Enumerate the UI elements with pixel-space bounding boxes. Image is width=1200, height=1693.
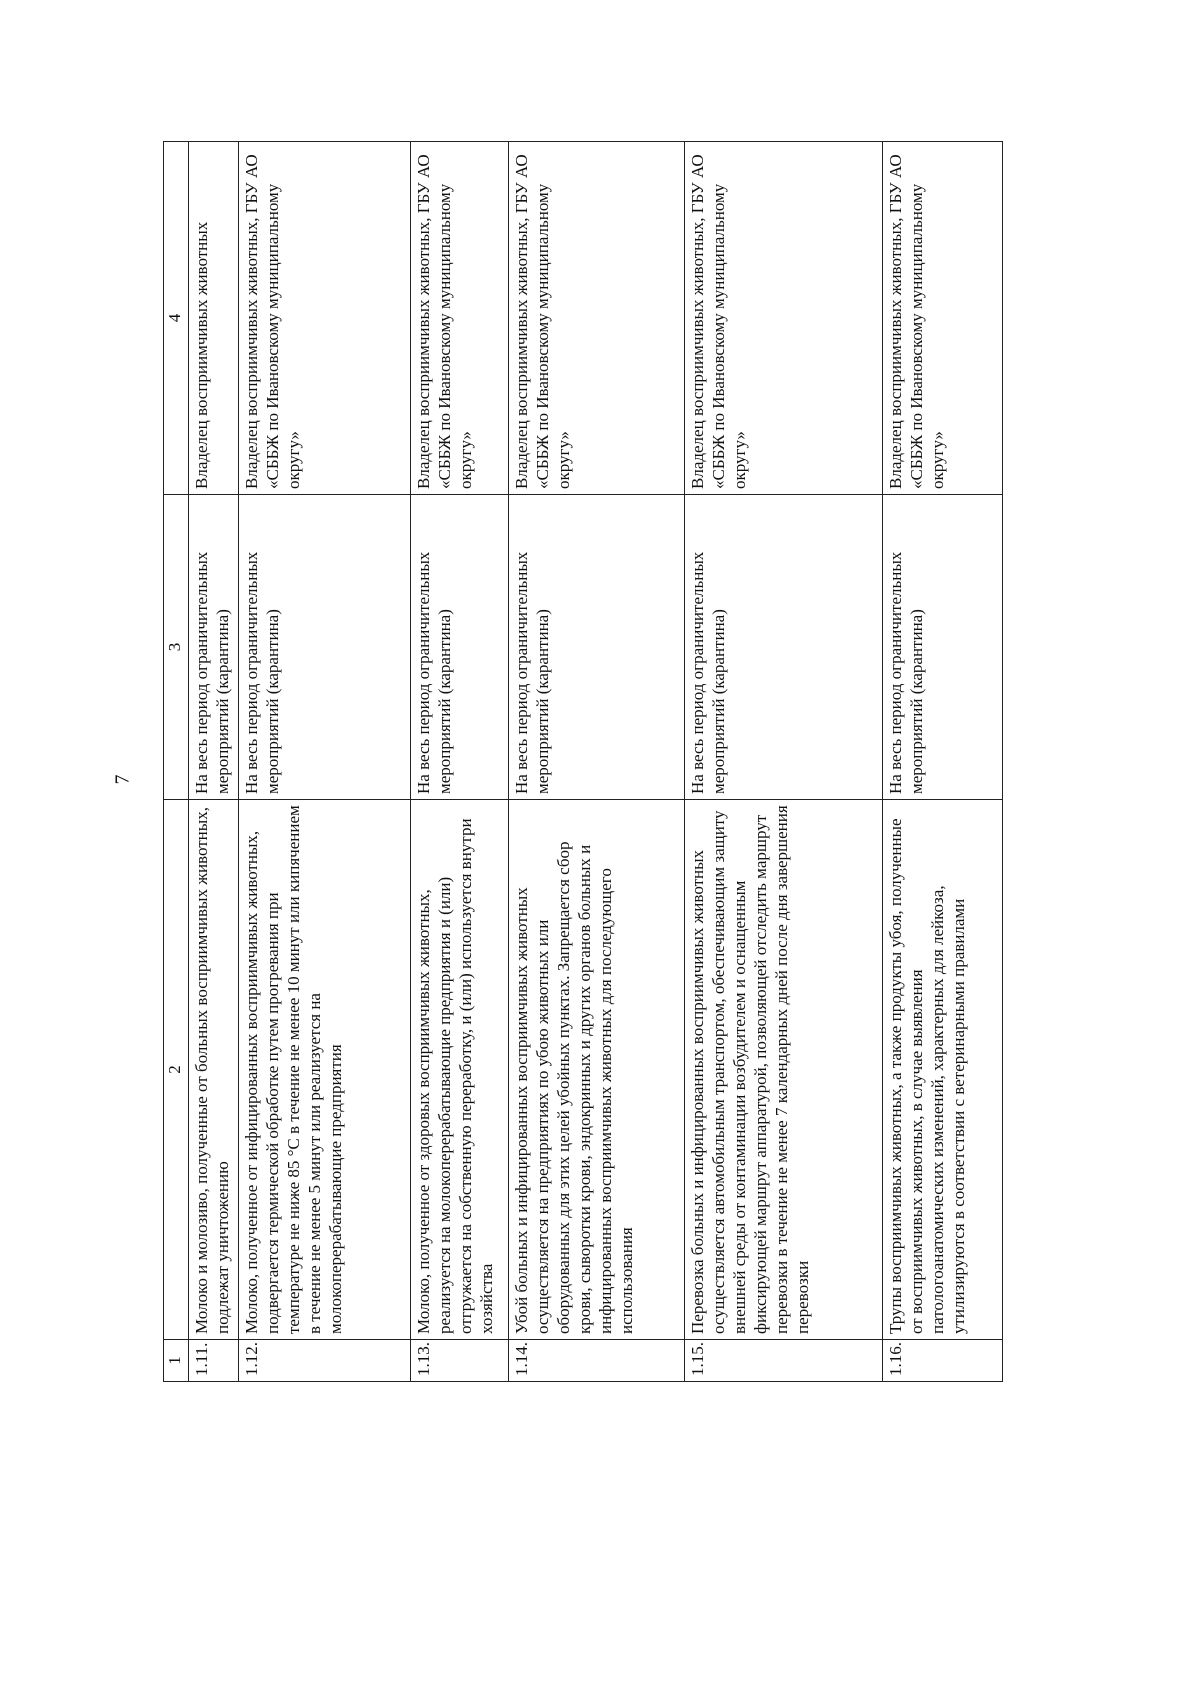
table-row bbox=[509, 142, 685, 1382]
row-responsible: Владелец восприимчивых животных, ГБУ АО «СББЖ по Ивановскому муниципальному округу» bbox=[411, 142, 509, 495]
row-responsible: Владелец восприимчивых животных, ГБУ АО «СББЖ по Ивановскому муниципальному округу» bbox=[883, 142, 1003, 495]
row-number: 1.16. bbox=[883, 1340, 1003, 1382]
row-responsible: Владелец восприимчивых животных, ГБУ АО «СББЖ по Ивановскому муниципальному округу» bbox=[239, 142, 411, 495]
row-responsible: Владелец восприимчивых животных bbox=[189, 142, 239, 495]
column-header: 4 bbox=[164, 142, 189, 495]
row-period: На весь период ограничительных мероприятий (карантина) bbox=[189, 495, 239, 800]
row-responsible: Владелец восприимчивых животных, ГБУ АО «СББЖ по Ивановскому муниципальному округу» bbox=[685, 142, 883, 495]
table-row bbox=[685, 142, 883, 1382]
column-header: 2 bbox=[164, 800, 189, 1340]
table-wrap bbox=[163, 142, 1053, 1382]
table-row bbox=[189, 142, 239, 1382]
row-description: Перевозка больных и инфицированных восприимчивых животных осуществляется автомобильным транспортом, обеспечивающим защиту внешней среды от контаминации возбудителем и оснащенным фиксирующей маршрут аппаратурой, позволяющей отследить маршрут перевозки в течение не менее 7 календарных дней после дня завершения перевозки bbox=[685, 800, 883, 1340]
row-number: 1.13. bbox=[411, 1340, 509, 1382]
table-row bbox=[883, 142, 1003, 1382]
row-description: Молоко и молозиво, полученные от больных восприимчивых животных, подлежат уничтожению bbox=[189, 800, 239, 1340]
row-period: На весь период ограничительных мероприятий (карантина) bbox=[685, 495, 883, 800]
page-number: 7 bbox=[111, 774, 134, 785]
row-period: На весь период ограничительных мероприятий (карантина) bbox=[883, 495, 1003, 800]
row-period: На весь период ограничительных мероприятий (карантина) bbox=[239, 495, 411, 800]
measures-table bbox=[163, 141, 1003, 1382]
row-description: Убой больных и инфицированных восприимчивых животных осуществляется на предприятиях по убою животных или оборудованных для этих целей убойных пунктах. Запрещается сбор крови, сыворотки крови, эндокринных и других органов больных и инфицированных восприимчивых животных для последующего использования bbox=[509, 800, 685, 1340]
column-header: 1 bbox=[164, 1340, 189, 1382]
row-number: 1.15. bbox=[685, 1340, 883, 1382]
table-row bbox=[411, 142, 509, 1382]
row-number: 1.11. bbox=[189, 1340, 239, 1382]
header-row bbox=[164, 142, 189, 1382]
row-description: Молоко, полученное от инфицированных восприимчивых животных, подвергается термической обработке путем прогревания при температуре не ниже 85 °С в течение не менее 10 минут или кипячением в течение не менее 5 минут или реализуется на молокоперерабатывающие предприятия bbox=[239, 800, 411, 1340]
row-responsible: Владелец восприимчивых животных, ГБУ АО «СББЖ по Ивановскому муниципальному округу» bbox=[509, 142, 685, 495]
row-number: 1.14. bbox=[509, 1340, 685, 1382]
table-row bbox=[239, 142, 411, 1382]
table-rotator bbox=[163, 142, 1200, 1376]
row-period: На весь период ограничительных мероприятий (карантина) bbox=[509, 495, 685, 800]
row-period: На весь период ограничительных мероприятий (карантина) bbox=[411, 495, 509, 800]
row-description: Молоко, полученное от здоровых восприимчивых животных, реализуется на молокоперерабатывающие предприятия и (или) отгружается на собственную переработку, и (или) используется внутри хозяйства bbox=[411, 800, 509, 1340]
column-header: 3 bbox=[164, 495, 189, 800]
row-number: 1.12. bbox=[239, 1340, 411, 1382]
row-description: Трупы восприимчивых животных, а также продукты убоя, полученные от восприимчивых животных, в случае выявления патологоанатомических изменений, характерных для лейкоза, утилизируются в соответствии с ветеринарными правилами bbox=[883, 800, 1003, 1340]
